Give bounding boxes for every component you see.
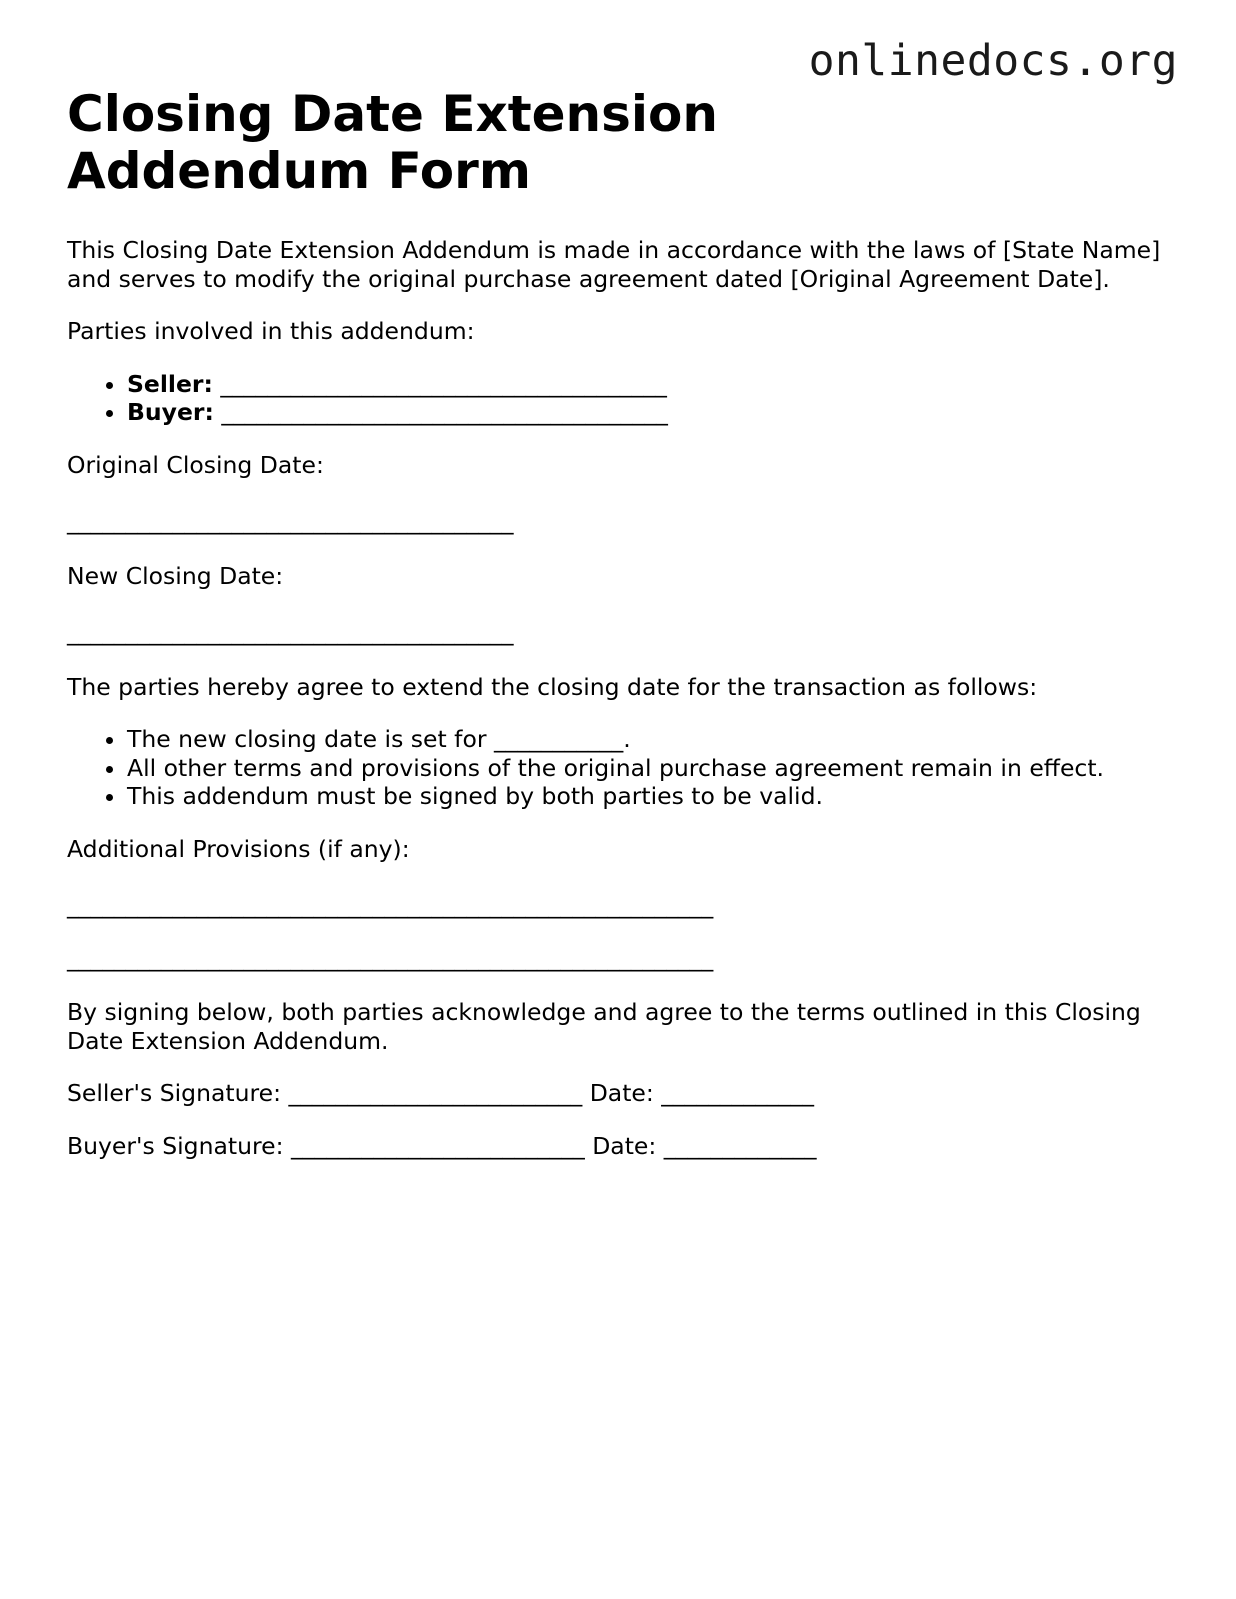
watermark-logo-text: onlinedocs.org: [808, 36, 1178, 86]
agreement-heading: The parties hereby agree to extend the closing date for the transaction as follows:: [67, 672, 1038, 701]
list-item: • The new closing date is set for ___________.: [127, 725, 1177, 754]
intro-paragraph: This Closing Date Extension Addendum is made in accordance with the laws of [State Name] and serves to modify the original purchase agreement dated [Original Agreement Date].: [67, 236, 1161, 293]
acknowledgement-paragraph: By signing below, both parties acknowledge and agree to the terms outlined in this Closing Date Extension Addendum.: [67, 998, 1141, 1055]
list-item: • This addendum must be signed by both parties to be valid.: [127, 782, 1177, 811]
parties-list: [67, 370, 1177, 427]
list-item-seller: [127, 370, 1177, 399]
original-closing-date-label: Original Closing Date:: [67, 450, 324, 479]
buyer-label: Buyer:: [127, 398, 214, 426]
new-closing-date-field[interactable]: ______________________________________: [67, 618, 514, 646]
buyer-blank-field[interactable]: ______________________________________: [221, 398, 668, 426]
original-closing-date-field[interactable]: ______________________________________: [67, 507, 514, 535]
document-page: [67, 86, 1177, 1184]
new-closing-date-label: New Closing Date:: [67, 561, 284, 590]
additional-provisions-line-1[interactable]: _______________________________________________________: [67, 891, 714, 919]
agreement-list: [67, 725, 1177, 811]
list-item-buyer: [127, 398, 1177, 427]
parties-heading: Parties involved in this addendum:: [67, 317, 475, 345]
page-title: Closing Date Extension Addendum Form: [67, 85, 719, 200]
seller-blank-field[interactable]: ______________________________________: [220, 369, 667, 398]
additional-provisions-label: Additional Provisions (if any):: [67, 834, 410, 863]
seller-signature-line[interactable]: Seller's Signature: _________________________ Date: _____________: [67, 1079, 815, 1107]
buyer-signature-line[interactable]: Buyer's Signature: _________________________ Date: _____________: [67, 1131, 817, 1160]
list-item: • All other terms and provisions of the original purchase agreement remain in effect.: [127, 754, 1177, 783]
seller-label: Seller:: [127, 369, 213, 398]
additional-provisions-line-2[interactable]: _______________________________________________________: [67, 943, 714, 972]
